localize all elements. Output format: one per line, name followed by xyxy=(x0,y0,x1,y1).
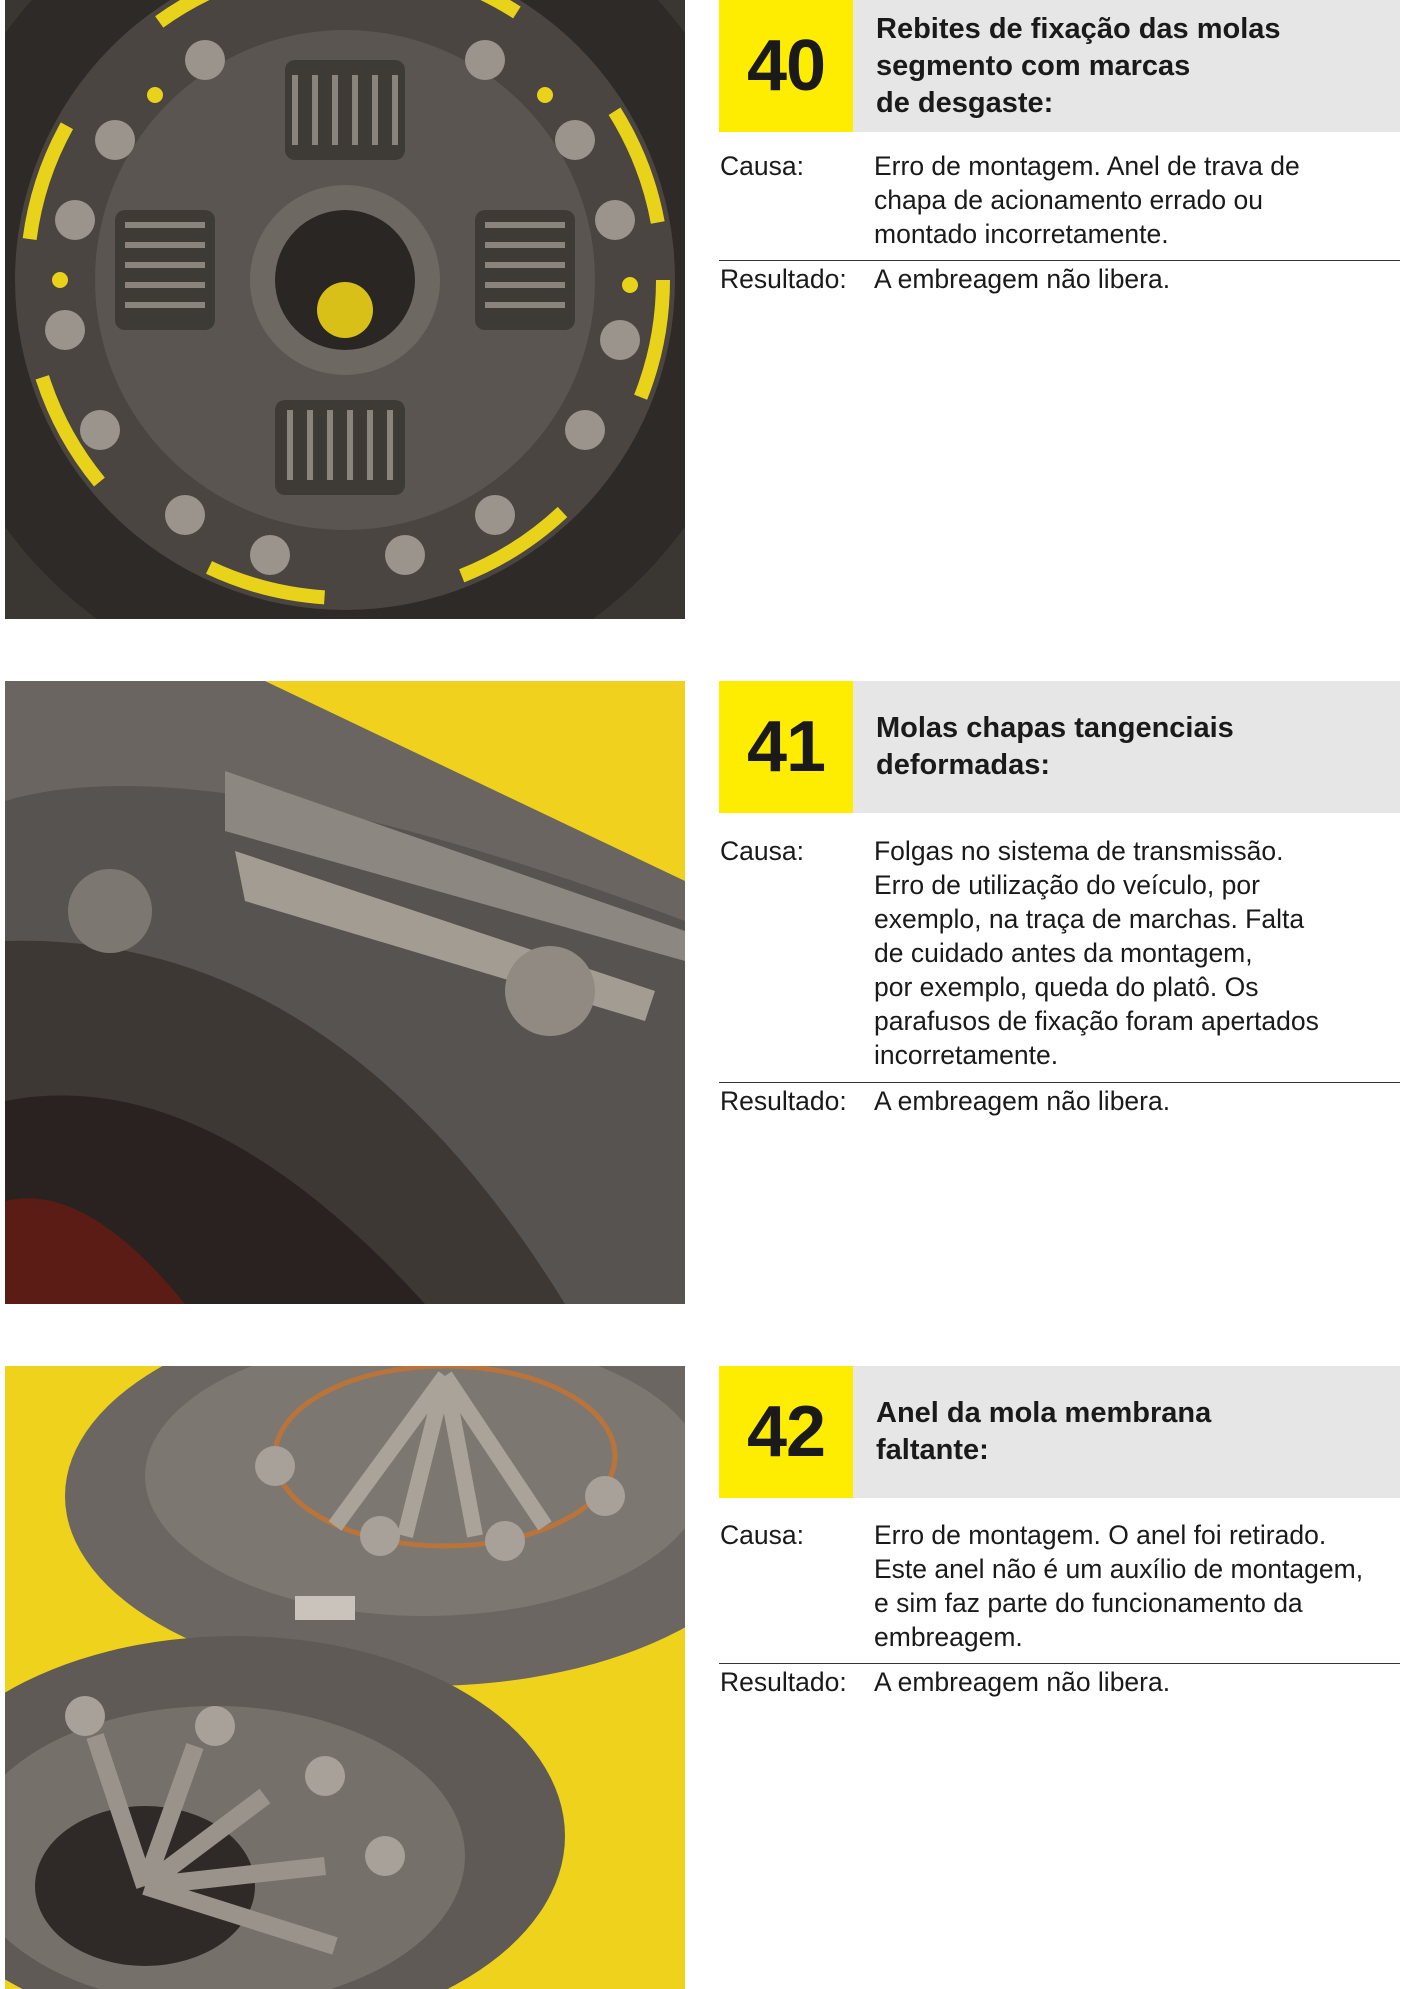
entry-40-header xyxy=(719,0,1400,132)
divider xyxy=(719,1663,1400,1664)
result-text: A embreagem não libera. xyxy=(874,264,1171,294)
cause-label: Causa: xyxy=(720,836,804,866)
cause-text: Folgas no sistema de transmissão. Erro de utilização do veículo, por exemplo, na traça de marchas. Falta de cuidado antes da montagem, por exemplo, queda do platô. Os parafusos de fixação foram apertados incorretamente. xyxy=(874,836,1319,1070)
entry-42-header xyxy=(719,1366,1400,1498)
result-label: Resultado: xyxy=(720,264,847,294)
photo-pressure-plates xyxy=(5,1366,685,1989)
result-label: Resultado: xyxy=(720,1667,847,1697)
cause-label: Causa: xyxy=(720,1520,804,1550)
result-text: A embreagem não libera. xyxy=(874,1086,1171,1116)
entry-number-badge: 40 xyxy=(719,0,853,132)
entry-number-badge: 41 xyxy=(719,681,853,813)
photo-tangential-leaf-springs xyxy=(5,681,685,1304)
cause-text: Erro de montagem. Anel de trava de chapa de acionamento errado ou montado incorretamente. xyxy=(874,151,1300,249)
result-label: Resultado: xyxy=(720,1086,847,1116)
entry-number-badge: 42 xyxy=(719,1366,853,1498)
cause-text: Erro de montagem. O anel foi retirado. Este anel não é um auxílio de montagem, e sim faz parte do funcionamento da embreagem. xyxy=(874,1520,1364,1652)
entry-title: Anel da mola membrana faltante: xyxy=(876,1397,1212,1466)
photo-clutch-disc-rivets xyxy=(5,0,685,619)
divider xyxy=(719,260,1400,261)
cause-label: Causa: xyxy=(720,151,804,181)
entry-title: Molas chapas tangenciais deformadas: xyxy=(876,712,1234,781)
divider xyxy=(719,1082,1400,1083)
result-text: A embreagem não libera. xyxy=(874,1667,1171,1697)
entry-41-header xyxy=(719,681,1400,813)
entry-title: Rebites de fixação das molas segmento com marcas de desgaste: xyxy=(876,12,1281,119)
